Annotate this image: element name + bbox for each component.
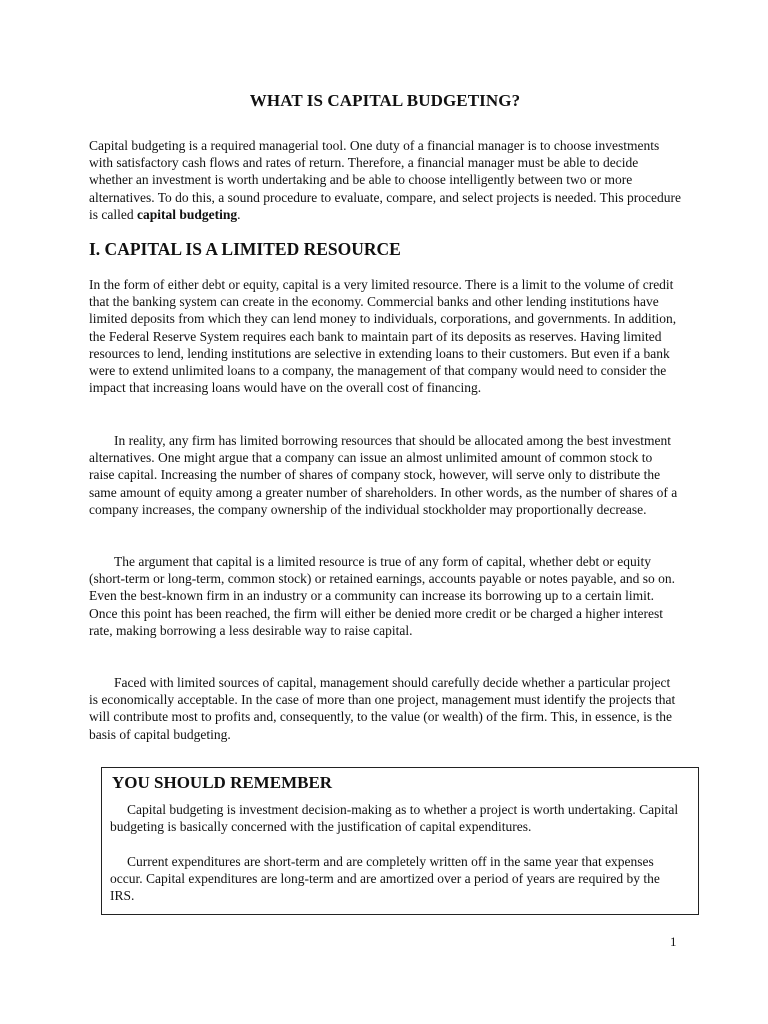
section-paragraph-4: Faced with limited sources of capital, management should carefully decide whether a particular project is economically acceptable. In the case of more than one project, management must identify the projects that will contribute most to profits and, consequently, to the value (or wealth) of the firm. This, in essence, is the basis of capital budgeting. [89,675,676,742]
remember-box [101,767,699,915]
intro-text: Capital budgeting is a required managerial tool. One duty of a financial manager is to choose investments with satisfactory cash flows and rates of return. Therefore, a financial manager must be able to decide whether an investment is worth undertaking and be able to choose intelligently between two or more alternatives. To do this, a sound procedure to evaluate, compare, and select projects is needed. This procedure is called [89,138,681,222]
remember-paragraph-1: Capital budgeting is investment decision-making as to whether a project is worth undertaking. Capital budgeting is basically concerned with the justification of capital expenditures. [110,802,679,834]
section-paragraph-2: In reality, any firm has limited borrowing resources that should be allocated among the best investment alternatives. One might argue that a company can issue an almost unlimited amount of common stock to raise capital. Increasing the number of shares of company stock, however, will serve only to distribute the same amount of equity among a greater number of shareholders. In other words, as the number of shares of a company increases, the company ownership of the individual stockholder may proportionally decrease. [89,433,678,517]
page-title: WHAT IS CAPITAL BUDGETING? [249,91,521,110]
section-paragraph-3: The argument that capital is a limited resource is true of any form of capital, whether debt or equity (short-term or long-term, common stock) or retained earnings, accounts payable or notes payable, and so on. Even the best-known firm in an industry or a community can increase its borrowing up to a certain limit. Once this point has been reached, the firm will either be denied more credit or be charged a higher interest rate, making borrowing a less desirable way to raise capital. [89,554,675,638]
section-heading: I. CAPITAL IS A LIMITED RESOURCE [89,239,401,259]
section-paragraph-1: In the form of either debt or equity, capital is a very limited resource. There is a limit to the volume of credit that the banking system can create in the economy. Commercial banks and other lending institutions have limited deposits from which they can lend money to individuals, corporations, and governments. In addition, the Federal Reserve System requires each bank to maintain part of its deposits as reserves. Having limited resources to lend, lending institutions are selective in extending loans to their customers. But even if a bank were to extend unlimited loans to a company, the management of that company would need to consider the impact that increasing loans would have on the overall cost of financing. [89,277,677,396]
remember-heading: YOU SHOULD REMEMBER [112,773,333,792]
intro-emphasis: capital budgeting [136,206,238,222]
remember-paragraph-2: Current expenditures are short-term and are completely written off in the same year that expenses occur. Capital expenditures are long-term and are amortized over a period of years are required by the IRS. [110,854,660,903]
intro-paragraph [89,137,681,223]
intro-end: . [237,206,241,222]
page-number: 1 [670,934,677,949]
